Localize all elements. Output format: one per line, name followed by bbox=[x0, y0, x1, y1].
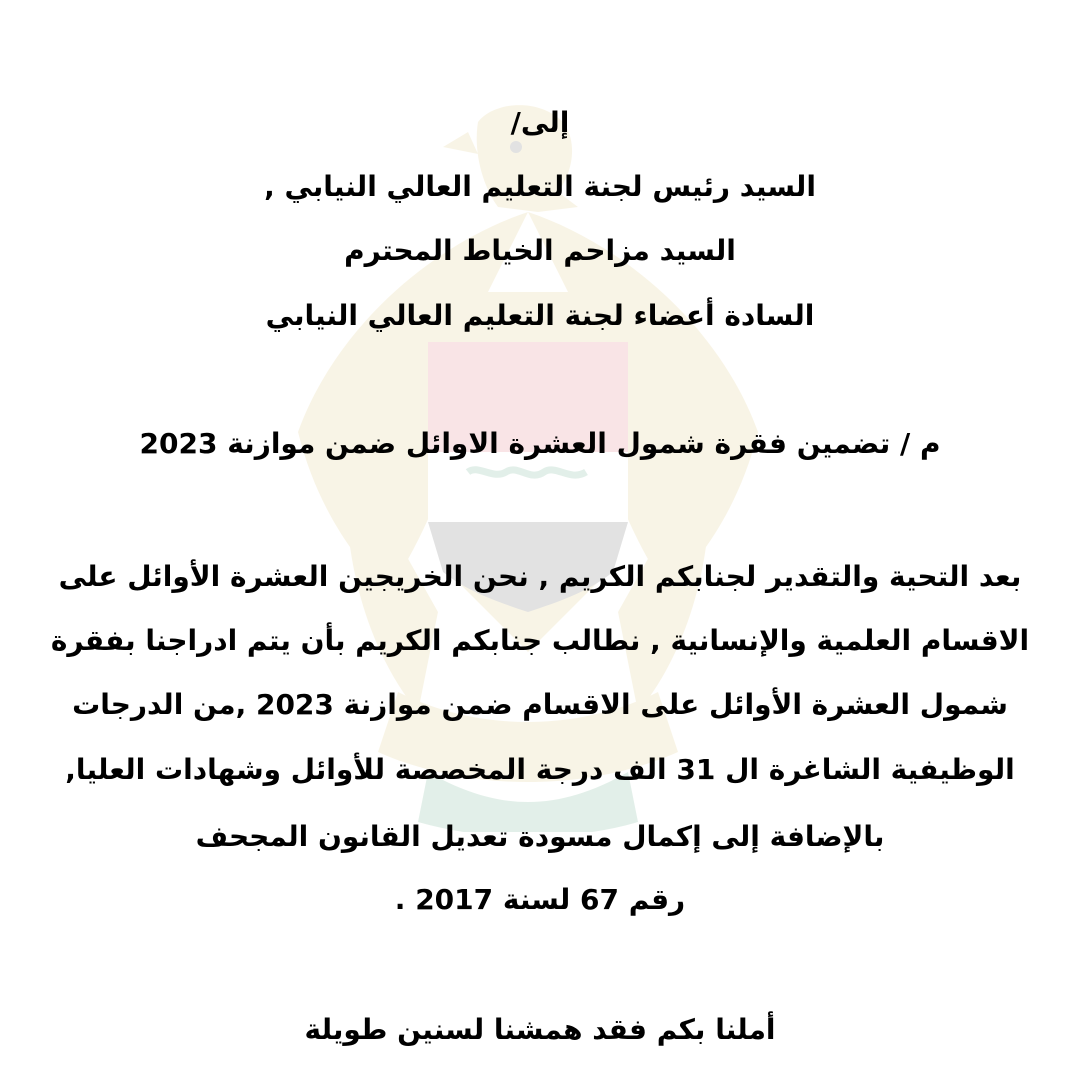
recipient-line-1: السيد رئيس لجنة التعليم العالي النيابي , bbox=[264, 170, 816, 203]
recipient-line-2: السيد مزاحم الخياط المحترم bbox=[344, 234, 736, 267]
body-line-2: الاقسام العلمية والإنسانية , نطالب جنابكم الكريم بأن يتم ادراجنا بفقرة bbox=[50, 624, 1030, 657]
letter-closing: أملنا بكم فقد همشنا لسنين طويلة bbox=[304, 1013, 776, 1046]
body-line-6: رقم 67 لسنة 2017 . bbox=[394, 883, 686, 916]
body-line-1: بعد التحية والتقدير لجنابكم الكريم , نحن الخريجين العشرة الأوائل على bbox=[58, 560, 1022, 593]
letter-to-heading: إلى/ bbox=[510, 106, 570, 139]
body-line-5: بالإضافة إلى إكمال مسودة تعديل القانون المجحف bbox=[195, 820, 885, 853]
body-line-3: شمول العشرة الأوائل على الاقسام ضمن موازنة 2023 ,من الدرجات bbox=[72, 688, 1008, 721]
body-line-4: الوظيفية الشاغرة ال 31 الف درجة المخصصة للأوائل وشهادات العليا, bbox=[65, 753, 1015, 786]
recipient-line-3: السادة أعضاء لجنة التعليم العالي النيابي bbox=[265, 299, 815, 332]
letter-subject: م / تضمين فقرة شمول العشرة الاوائل ضمن موازنة 2023 bbox=[139, 427, 941, 460]
